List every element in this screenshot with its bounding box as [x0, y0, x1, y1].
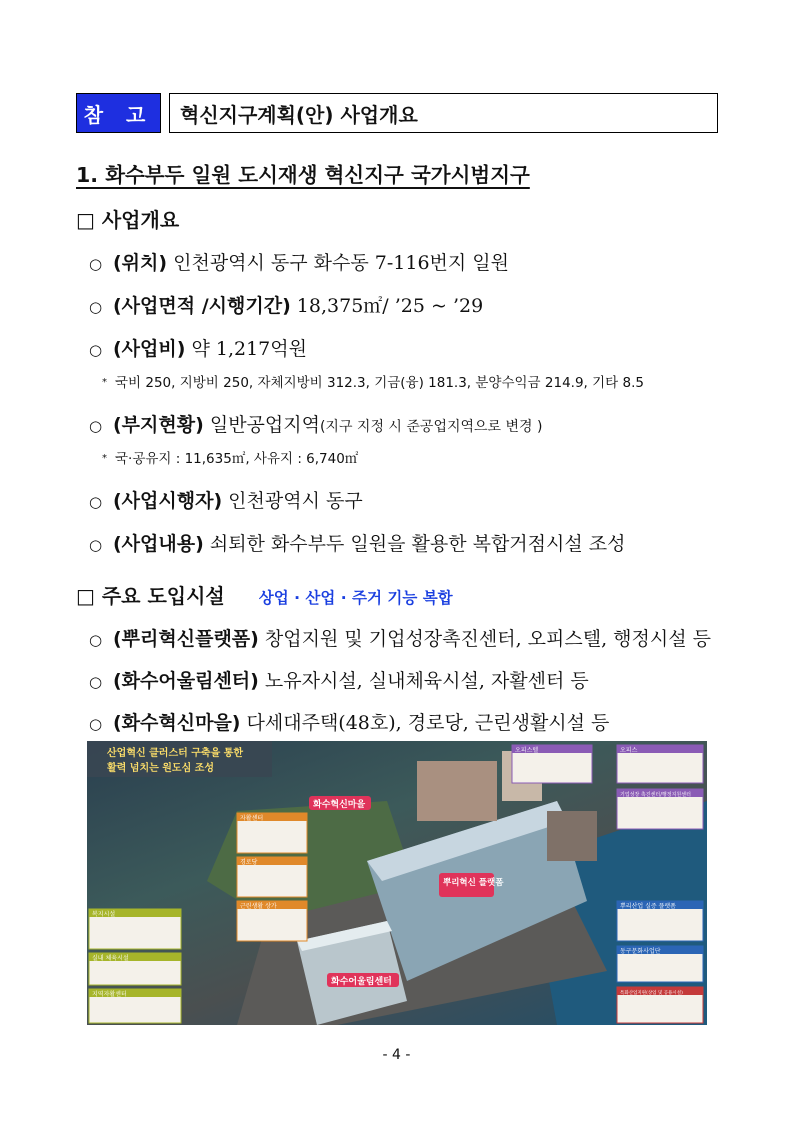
overview-item-area: ○ (사업면적 /시행기간) 18,375㎡/ ’25 ~ ’29 — [89, 295, 484, 317]
overview-item-operator: ○ (사업시행자) 인천광역시 동구 — [89, 490, 363, 512]
page-number: - 4 - — [382, 1047, 411, 1063]
facilities-highlight: 상업 · 산업 · 주거 기능 복합 — [258, 589, 453, 607]
callout-2: 기업성장 촉진센터/행정지원센터 — [620, 792, 691, 798]
overview-item-location: ○ (위치) 인천광역시 동구 화수동 7-116번지 일원 — [89, 252, 510, 274]
callout-6: 자활센터 — [240, 815, 264, 822]
circle-bullet-icon: ○ — [89, 715, 103, 733]
facility-item-village: ○ (화수혁신마을) 다세대주택(48호), 경로당, 근린생활시설 등 — [89, 712, 610, 734]
callout-9: 복지시설 — [92, 911, 116, 918]
land-note: * 국·공유지 : 11,635㎡, 사유지 : 6,740㎡ — [102, 451, 359, 467]
banner-line1: 산업혁신 클러스터 구축을 통한 — [107, 748, 244, 759]
circle-bullet-icon: ○ — [89, 298, 103, 316]
circle-bullet-icon: ○ — [89, 341, 103, 359]
facilities-title: □ 주요 도입시설 상업 · 산업 · 주거 기능 복합 — [76, 584, 453, 608]
circle-bullet-icon: ○ — [89, 536, 103, 554]
callout-1: 오피스 — [620, 747, 638, 754]
callout-4: 동구문화사업단 — [620, 948, 661, 955]
overview-item-site: ○ (부지현황) 일반공업지역(지구 지정 시 준공업지역으로 변경 ) — [89, 414, 543, 436]
callout-7: 경로당 — [240, 859, 258, 866]
circle-bullet-icon: ○ — [89, 631, 103, 649]
callout-3: 뿌리산업 실증 플랫폼 — [620, 903, 676, 910]
callout-11: 지역자활센터 — [92, 991, 127, 998]
facility-item-platform: ○ (뿌리혁신플랫폼) 창업지원 및 기업성장촉진센터, 오피스텔, 행정시설 등 — [89, 628, 711, 650]
overview-title: □ 사업개요 — [76, 208, 180, 232]
reference-header — [76, 93, 718, 133]
overview-item-content: ○ (사업내용) 쇠퇴한 화수부두 일원을 활용한 복합거점시설 조성 — [89, 533, 626, 555]
facility-item-center: ○ (화수어울림센터) 노유자시설, 실내체육시설, 자활센터 등 — [89, 670, 589, 692]
reference-tag: 참 고 — [76, 93, 161, 133]
callout-5: 특화산업지원(상업 및 공용시설) — [620, 991, 683, 996]
callout-0: 오피스텔 — [515, 747, 539, 754]
label-platform: 뿌리혁신 플랫폼 — [443, 878, 504, 888]
overview-item-budget: ○ (사업비) 약 1,217억원 — [89, 338, 307, 360]
circle-bullet-icon: ○ — [89, 493, 103, 511]
circle-bullet-icon: ○ — [89, 417, 103, 435]
header-title: 혁신지구계획(안) 사업개요 — [169, 93, 718, 133]
callout-8: 근린생활 상가 — [240, 903, 277, 910]
circle-bullet-icon: ○ — [89, 255, 103, 273]
budget-note: * 국비 250, 지방비 250, 자체지방비 312.3, 기금(융) 181.3, 분양수익금 214.9, 기타 8.5 — [102, 375, 644, 391]
circle-bullet-icon: ○ — [89, 673, 103, 691]
label-center: 화수어울림센터 — [331, 977, 392, 987]
site-rendering-image — [87, 741, 707, 1025]
banner-line2: 활력 넘치는 원도심 조성 — [107, 763, 215, 774]
section-heading: 1. 화수부두 일원 도시재생 혁신지구 국가시범지구 — [76, 163, 530, 187]
callout-10: 실내 체육시설 — [92, 955, 129, 962]
label-village: 화수혁신마을 — [313, 800, 366, 810]
